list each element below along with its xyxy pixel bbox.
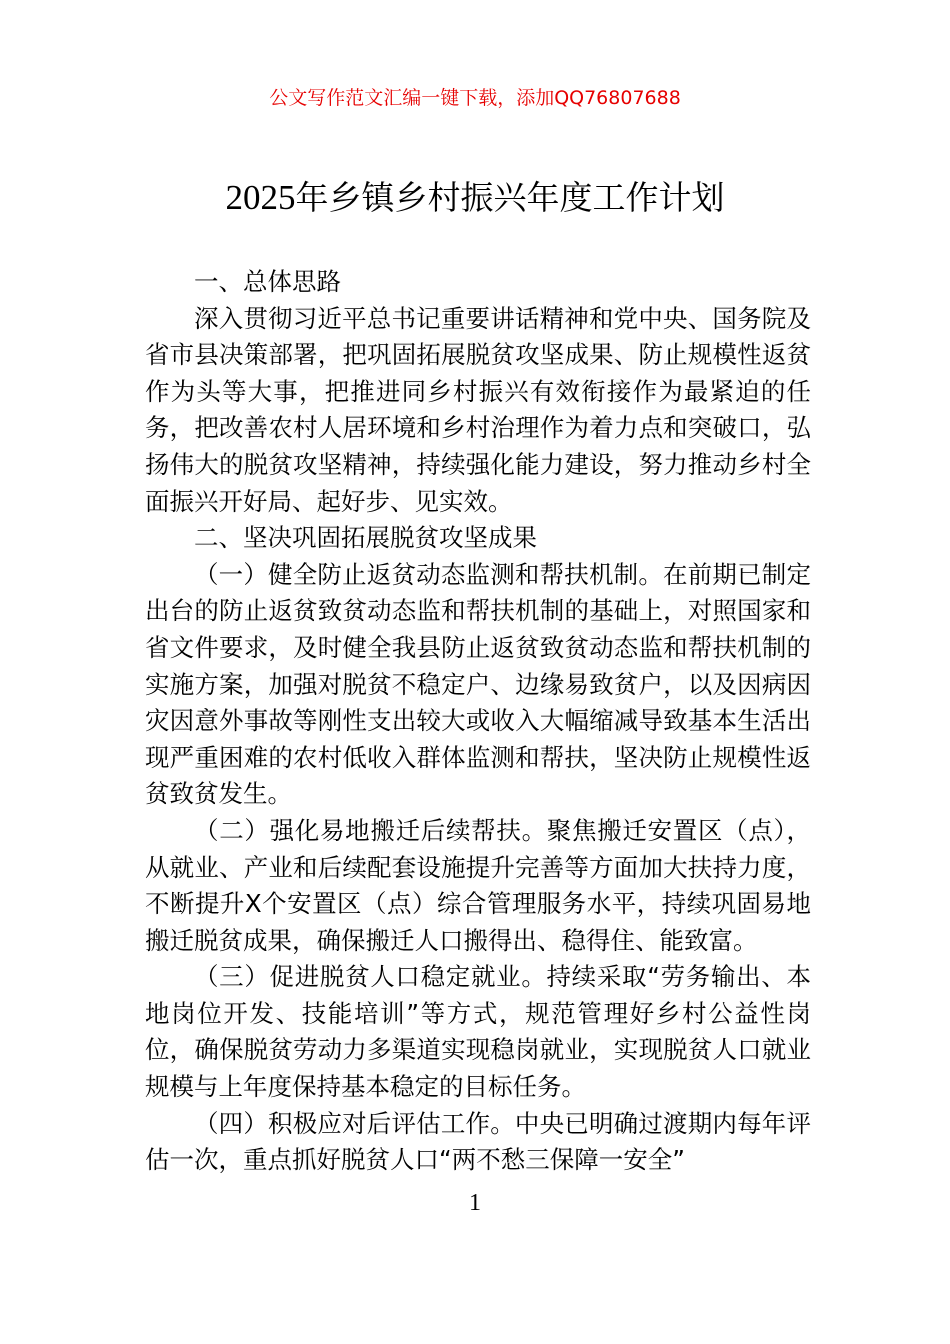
- document-body: [145, 264, 811, 1179]
- document-title: [0, 176, 950, 220]
- title-text: 年乡镇乡村振兴年度工作计划: [295, 178, 725, 217]
- section-heading-overall-approach: 一、总体思路: [194, 267, 341, 296]
- paragraph-monitoring-mechanism: （一）健全防止返贫动态监测和帮扶机制。在前期已制定出台的防止返贫致贫动态监和帮扶机制的基础上，对照国家和省文件要求，及时健全我县防止返贫致贫动态监和帮扶机制的实施方案，加强对脱贫不稳定户、边缘易致贫户，以及因病因灾因意外事故等刚性支出较大或收入大幅缩减导致基本生活出现严重困难的农村低收入群体监测和帮扶，坚决防止规模性返贫致贫发生。: [145, 559, 811, 809]
- paragraph-overall-approach: 深入贯彻习近平总书记重要讲话精神和党中央、国务院及省市县决策部署，把巩固拓展脱贫攻坚成果、防止规模性返贫作为头等大事，把推进同乡村振兴有效衔接作为最紧迫的任务，把改善农村人居环境和乡村治理作为着力点和突破口，弘扬伟大的脱贫攻坚精神，持续强化能力建设，努力推动乡村全面振兴开好局、起好步、见实效。: [145, 303, 811, 516]
- paragraph-relocation-support: （二）强化易地搬迁后续帮扶。聚焦搬迁安置区（点），从就业、产业和后续配套设施提升完善等方面加大扶持力度，不断提升X个安置区（点）综合管理服务水平，持续巩固易地搬迁脱贫成果，确保搬迁人口搬得出、稳得住、能致富。: [145, 815, 811, 955]
- title-year: 2025: [225, 178, 296, 217]
- page-number: 1: [469, 1190, 481, 1216]
- paragraph-stable-employment: （三）促进脱贫人口稳定就业。持续采取“劳务输出、本地岗位开发、技能培训”等方式，规范管理好乡村公益性岗位，确保脱贫劳动力多渠道实现稳岗就业，实现脱贫人口就业规模与上年度保持基本稳定的目标任务。: [145, 962, 811, 1102]
- section-heading-consolidate-results: 二、坚决巩固拓展脱贫攻坚成果: [194, 523, 537, 553]
- paragraph-post-evaluation: （四）积极应对后评估工作。中央已明确过渡期内每年评估一次，重点抓好脱贫人口“两不愁三保障一安全”: [145, 1108, 811, 1175]
- download-banner: 公文写作范文汇编一键下载，添加QQ76807688: [269, 87, 681, 109]
